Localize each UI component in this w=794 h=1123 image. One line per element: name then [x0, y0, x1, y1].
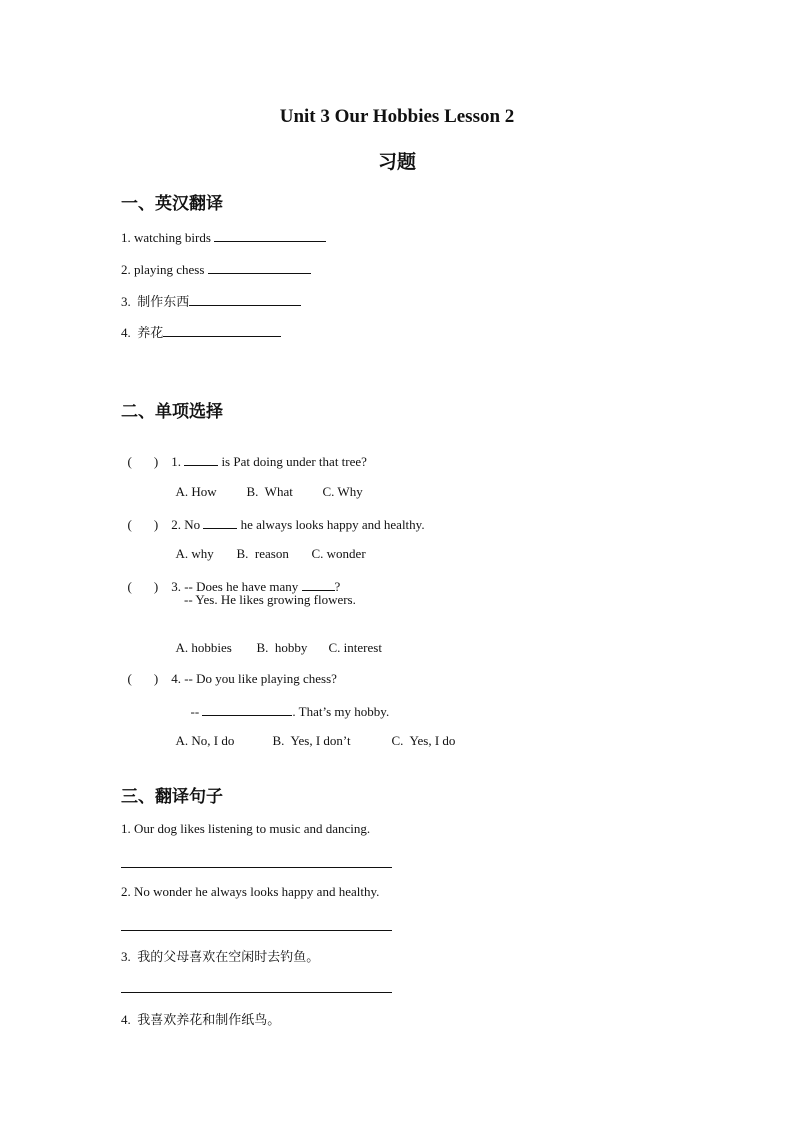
section-3-heading: 三、翻译句子 — [121, 787, 223, 807]
answer-blank[interactable] — [302, 577, 335, 591]
mcq-3-options — [169, 624, 382, 656]
option[interactable]: A. No, I do — [175, 733, 235, 748]
answer-blank[interactable] — [203, 515, 237, 529]
option[interactable]: A. hobbies — [175, 640, 232, 655]
answer-blank[interactable] — [214, 228, 326, 242]
mcq-1-options — [169, 468, 363, 500]
answer-blank[interactable] — [163, 323, 281, 337]
mcq-4-options — [169, 717, 455, 749]
mcq-4-reply: -- . That’s my hobby. — [190, 704, 390, 719]
mcq-4: ( ) 4. -- Do you like playing chess? — [127, 671, 337, 686]
section-2-heading: 二、单项选择 — [121, 402, 223, 422]
page-subtitle: 习题 — [377, 152, 416, 173]
mcq-3: ( ) 3. -- Does he have many ? — [127, 579, 341, 594]
answer-blank[interactable] — [202, 702, 292, 716]
s3-item-1: 1. Our dog likes listening to music and dancing. — [121, 821, 371, 836]
option[interactable]: B. reason — [236, 546, 289, 561]
mcq-2-options — [169, 530, 366, 562]
answer-line[interactable] — [121, 867, 392, 868]
page-title: Unit 3 Our Hobbies Lesson 2 — [279, 106, 515, 127]
answer-line[interactable] — [121, 930, 392, 931]
s1-item-2: 2. playing chess — [121, 260, 311, 278]
s3-item-4: 4. 我喜欢养花和制作纸鸟。 — [121, 1012, 281, 1027]
s1-item-3: 3. 制作东西 — [121, 291, 301, 310]
s1-item-4: 4. 养花 — [121, 322, 281, 341]
answer-blank[interactable] — [189, 292, 301, 306]
option[interactable]: B. Yes, I don’t — [272, 733, 351, 748]
answer-blank[interactable] — [184, 452, 218, 466]
mcq-1: ( ) 1. is Pat doing under that tree? — [127, 454, 367, 469]
option[interactable]: A. How — [175, 484, 217, 499]
option[interactable]: B. What — [246, 484, 293, 499]
mcq-3-reply: -- Yes. He likes growing flowers. — [184, 592, 356, 607]
option[interactable]: C. Yes, I do — [391, 733, 456, 748]
section-1-heading: 一、英汉翻译 — [121, 194, 223, 214]
option[interactable]: C. interest — [328, 640, 382, 655]
answer-blank[interactable] — [208, 260, 311, 274]
option[interactable]: C. wonder — [311, 546, 366, 561]
option[interactable]: C. Why — [322, 484, 363, 499]
mcq-2: ( ) 2. No he always looks happy and healthy. — [127, 517, 425, 532]
option[interactable]: B. hobby — [256, 640, 308, 655]
option[interactable]: A. why — [175, 546, 214, 561]
answer-line[interactable] — [121, 992, 392, 993]
s3-item-2: 2. No wonder he always looks happy and healthy. — [121, 884, 380, 899]
s3-item-3: 3. 我的父母喜欢在空闲时去钓鱼。 — [121, 949, 320, 964]
s1-item-1: 1. watching birds — [121, 228, 326, 246]
